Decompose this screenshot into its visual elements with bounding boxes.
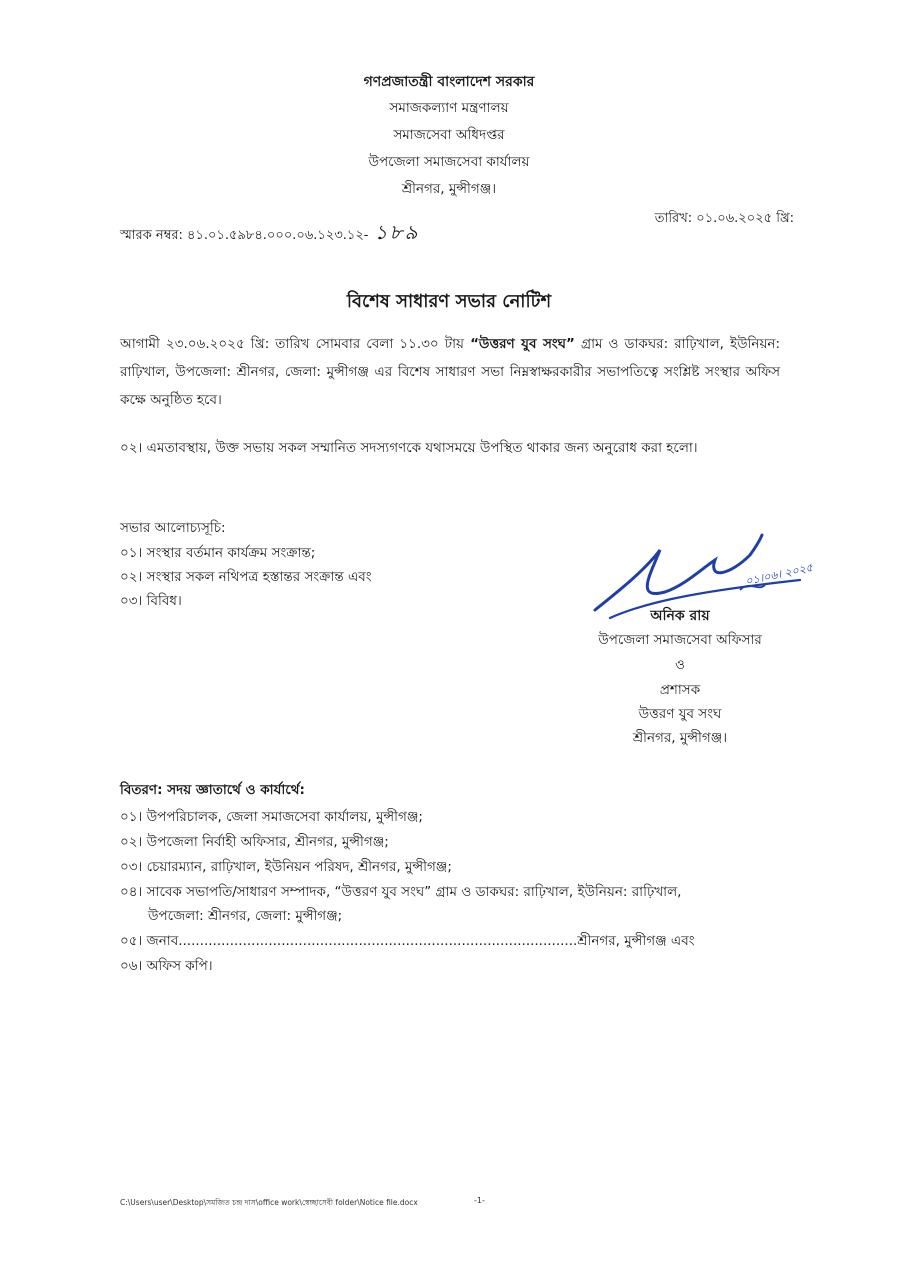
footer-file-path: C:\Users\user\Desktop\সমজিত চন্দ্র দাস\office work\স্বেচ্ছাসেবী folder\Notice file.docx	[120, 1198, 418, 1207]
distribution-item-3: ০৩। চেয়ারম্যান, রাঢ়িখাল, ইউনিয়ন পরিষদ, শ্রীনগর, মুন্সীগঞ্জ;	[120, 859, 452, 875]
body-paragraph-1	[120, 330, 780, 414]
header-location: শ্রীনগর, মুন্সীগঞ্জ।	[401, 181, 497, 197]
notice-title: বিশেষ সাধারণ সভার নোটিশ	[346, 291, 552, 312]
signatory-name: অনিক রায়	[650, 608, 710, 624]
agenda-heading: সভার আলোচ্যসূচি:	[120, 520, 226, 536]
org-name-bold: “উত্তরণ যুব সংঘ”	[470, 336, 575, 352]
header-ministry: সমাজকল্যাণ মন্ত্রণালয়	[389, 100, 509, 116]
signatory-designation: উপজেলা সমাজসেবা অফিসার	[598, 632, 762, 648]
header-directorate: সমাজসেবা অধিদপ্তর	[393, 127, 505, 143]
header-government: গণপ্রজাতন্ত্রী বাংলাদেশ সরকার	[363, 74, 535, 90]
distribution-item-4: ০৪। সাবেক সভাপতি/সাধারণ সম্পাদক, “উত্তরণ যুব সংঘ” গ্রাম ও ডাকঘর: রাঢ়িখাল, ইউনিয়ন: রাঢ়িখাল,	[120, 884, 682, 900]
signature-date: ০১।০৬। ২০২৫	[744, 561, 814, 589]
distribution-item-4-cont: উপজেলা: শ্রীনগর, জেলা: মুন্সীগঞ্জ;	[148, 908, 343, 924]
signatory-conjunction: ও	[675, 657, 685, 673]
agenda-item-3: ০৩। বিবিধ।	[120, 593, 182, 609]
header-office: উপজেলা সমাজসেবা কার্যালয়	[368, 154, 530, 170]
signatory-org: উত্তরণ যুব সংঘ	[638, 706, 722, 722]
footer-page-number: -1-	[474, 1196, 485, 1205]
distribution-item-1: ০১। উপপরিচালক, জেলা সমাজসেবা কার্যালয়, মুন্সীগঞ্জ;	[120, 809, 423, 825]
memo-date: তারিখ: ০১.০৬.২০২৫ খ্রি:	[654, 211, 794, 226]
signatory-role: প্রশাসক	[659, 682, 701, 698]
signatory-place: শ্রীনগর, মুন্সীগঞ্জ।	[632, 730, 728, 746]
body-paragraph-2: ০২। এমতাবস্থায়, উক্ত সভায় সকল সম্মানিত সদস্যগণকে যথাসময়ে উপস্থিত থাকার জন্য অনুরোধ করা হলো।	[120, 440, 698, 456]
agenda-item-1: ০১। সংস্থার বর্তমান কার্যক্রম সংক্রান্ত;	[120, 545, 316, 561]
distribution-item-2: ০২। উপজেলা নির্বাহী অফিসার, শ্রীনগর, মুন্সীগঞ্জ;	[120, 834, 389, 850]
distribution-heading: বিতরণ: সদয় জ্ঞাতার্থে ও কার্যার্থে:	[120, 782, 305, 798]
distribution-item-6: ০৬। অফিস কপি।	[120, 958, 213, 974]
distribution-item-5: ০৫। জনাব.............................................................................................শ্রীনগর, মুন্সীগঞ্জ এবং	[120, 933, 695, 949]
memo-ref-label: স্মারক নম্বর: ৪১.০১.৫৯৮৪.০০০.০৬.১২৩.১২-	[120, 228, 369, 243]
agenda-item-2: ০২। সংস্থার সকল নথিপত্র হস্তান্তর সংক্রান্ত এবং	[120, 569, 372, 585]
memo-reference	[120, 218, 419, 251]
memo-ref-handwritten: ১৮৯	[374, 220, 420, 244]
p1-part-c: গ্রাম ও ডাকঘর: রাঢ়িখাল, ইউনিয়ন: রাঢ়িখাল, উপজেলা: শ্রীনগর, জেলা: মুন্সীগঞ্জ এর বিশেষ সাধারণ সভা নিম্নস্বাক্ষরকারীর সভাপতিত্বে সংশ্লিষ্ট সংস্থার অফিস কক্ষে অনুষ্ঠিত হবে।	[120, 336, 781, 408]
p1-part-a: আগামী ২৩.০৬.২০২৫ খ্রি: তারিখ সোমবার বেলা ১১.৩০ টায়	[120, 336, 471, 352]
